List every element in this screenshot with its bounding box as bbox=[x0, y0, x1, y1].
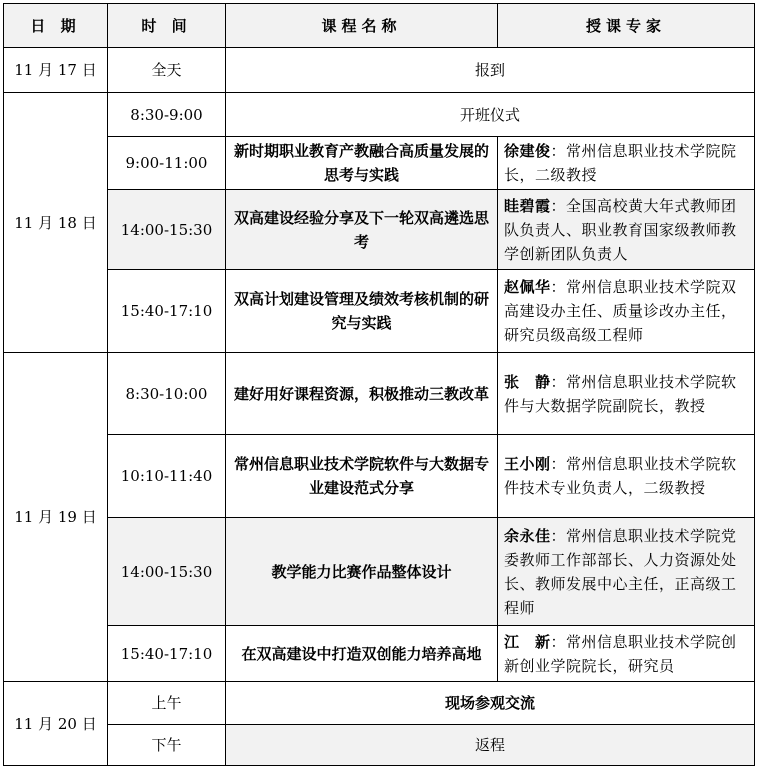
time-cell: 14:00-15:30 bbox=[108, 190, 226, 270]
table-row bbox=[4, 353, 755, 435]
date-cell: 11 月 20 日 bbox=[4, 682, 108, 766]
table-row bbox=[4, 93, 755, 137]
time-cell: 15:40-17:10 bbox=[108, 626, 226, 682]
header-time: 时 间 bbox=[108, 4, 226, 48]
time-cell: 上午 bbox=[108, 682, 226, 725]
time-cell: 8:30-9:00 bbox=[108, 93, 226, 137]
course-cell: 在双高建设中打造双创能力培养高地 bbox=[226, 626, 498, 682]
header-date: 日 期 bbox=[4, 4, 108, 48]
time-cell: 15:40-17:10 bbox=[108, 270, 226, 353]
table-row bbox=[4, 48, 755, 93]
time-cell: 14:00-15:30 bbox=[108, 518, 226, 626]
header-row bbox=[4, 4, 755, 48]
time-cell: 下午 bbox=[108, 725, 226, 766]
expert-cell bbox=[498, 270, 755, 353]
event-cell: 开班仪式 bbox=[226, 93, 755, 137]
table-row bbox=[4, 682, 755, 725]
expert-desc: ：常州信息职业技术学院软件技术专业负责人，二级教授 bbox=[504, 455, 737, 497]
expert-desc: ：常州信息职业技术学院创新创业学院院长，研究员 bbox=[504, 632, 737, 675]
expert-name: 余永佳 bbox=[504, 526, 551, 545]
event-cell: 返程 bbox=[226, 725, 755, 766]
course-cell: 双高建设经验分享及下一轮双高遴选思考 bbox=[226, 190, 498, 270]
expert-name: 眭碧霞 bbox=[504, 196, 551, 215]
table-row bbox=[4, 270, 755, 353]
table-row bbox=[4, 435, 755, 518]
table-row bbox=[4, 725, 755, 766]
expert-cell bbox=[498, 435, 755, 518]
course-cell: 双高计划建设管理及绩效考核机制的研究与实践 bbox=[226, 270, 498, 353]
date-cell: 11 月 18 日 bbox=[4, 93, 108, 353]
expert-name: 徐建俊 bbox=[504, 142, 551, 160]
table-row bbox=[4, 626, 755, 682]
course-cell: 新时期职业教育产教融合高质量发展的思考与实践 bbox=[226, 137, 498, 190]
course-cell: 教学能力比赛作品整体设计 bbox=[226, 518, 498, 626]
expert-desc: ：常州信息职业技术学院党委教师工作部部长、人力资源处处长、教师发展中心主任，正高级工程师 bbox=[504, 526, 737, 617]
header-course: 课程名称 bbox=[226, 4, 498, 48]
expert-name: 江 新 bbox=[504, 632, 551, 651]
event-cell: 现场参观交流 bbox=[226, 682, 755, 725]
time-cell: 10:10-11:40 bbox=[108, 435, 226, 518]
expert-cell bbox=[498, 518, 755, 626]
expert-desc: ：全国高校黄大年式教师团队负责人、职业教育国家级教师教学创新团队负责人 bbox=[504, 196, 737, 263]
date-cell: 11 月 17 日 bbox=[4, 48, 108, 93]
expert-desc: ：常州信息职业技术学院软件与大数据学院副院长，教授 bbox=[504, 372, 737, 415]
course-cell: 常州信息职业技术学院软件与大数据专业建设范式分享 bbox=[226, 435, 498, 518]
time-cell: 9:00-11:00 bbox=[108, 137, 226, 190]
expert-cell bbox=[498, 626, 755, 682]
expert-cell bbox=[498, 137, 755, 190]
expert-cell bbox=[498, 190, 755, 270]
expert-name: 王小刚 bbox=[504, 455, 551, 473]
expert-desc: ：常州信息职业技术学院双高建设办主任、质量诊改办主任，研究员级高级工程师 bbox=[504, 278, 737, 344]
expert-desc: ：常州信息职业技术学院院长，二级教授 bbox=[504, 142, 737, 184]
table-row bbox=[4, 518, 755, 626]
header-expert: 授课专家 bbox=[498, 4, 755, 48]
expert-name: 赵佩华 bbox=[504, 278, 551, 296]
table-row bbox=[4, 190, 755, 270]
course-cell: 建好用好课程资源，积极推动三教改革 bbox=[226, 353, 498, 435]
event-cell: 报到 bbox=[226, 48, 755, 93]
date-cell: 11 月 19 日 bbox=[4, 353, 108, 682]
expert-cell bbox=[498, 353, 755, 435]
time-cell: 8:30-10:00 bbox=[108, 353, 226, 435]
time-cell: 全天 bbox=[108, 48, 226, 93]
schedule-table bbox=[3, 3, 755, 766]
expert-name: 张 静 bbox=[504, 372, 551, 391]
table-row bbox=[4, 137, 755, 190]
